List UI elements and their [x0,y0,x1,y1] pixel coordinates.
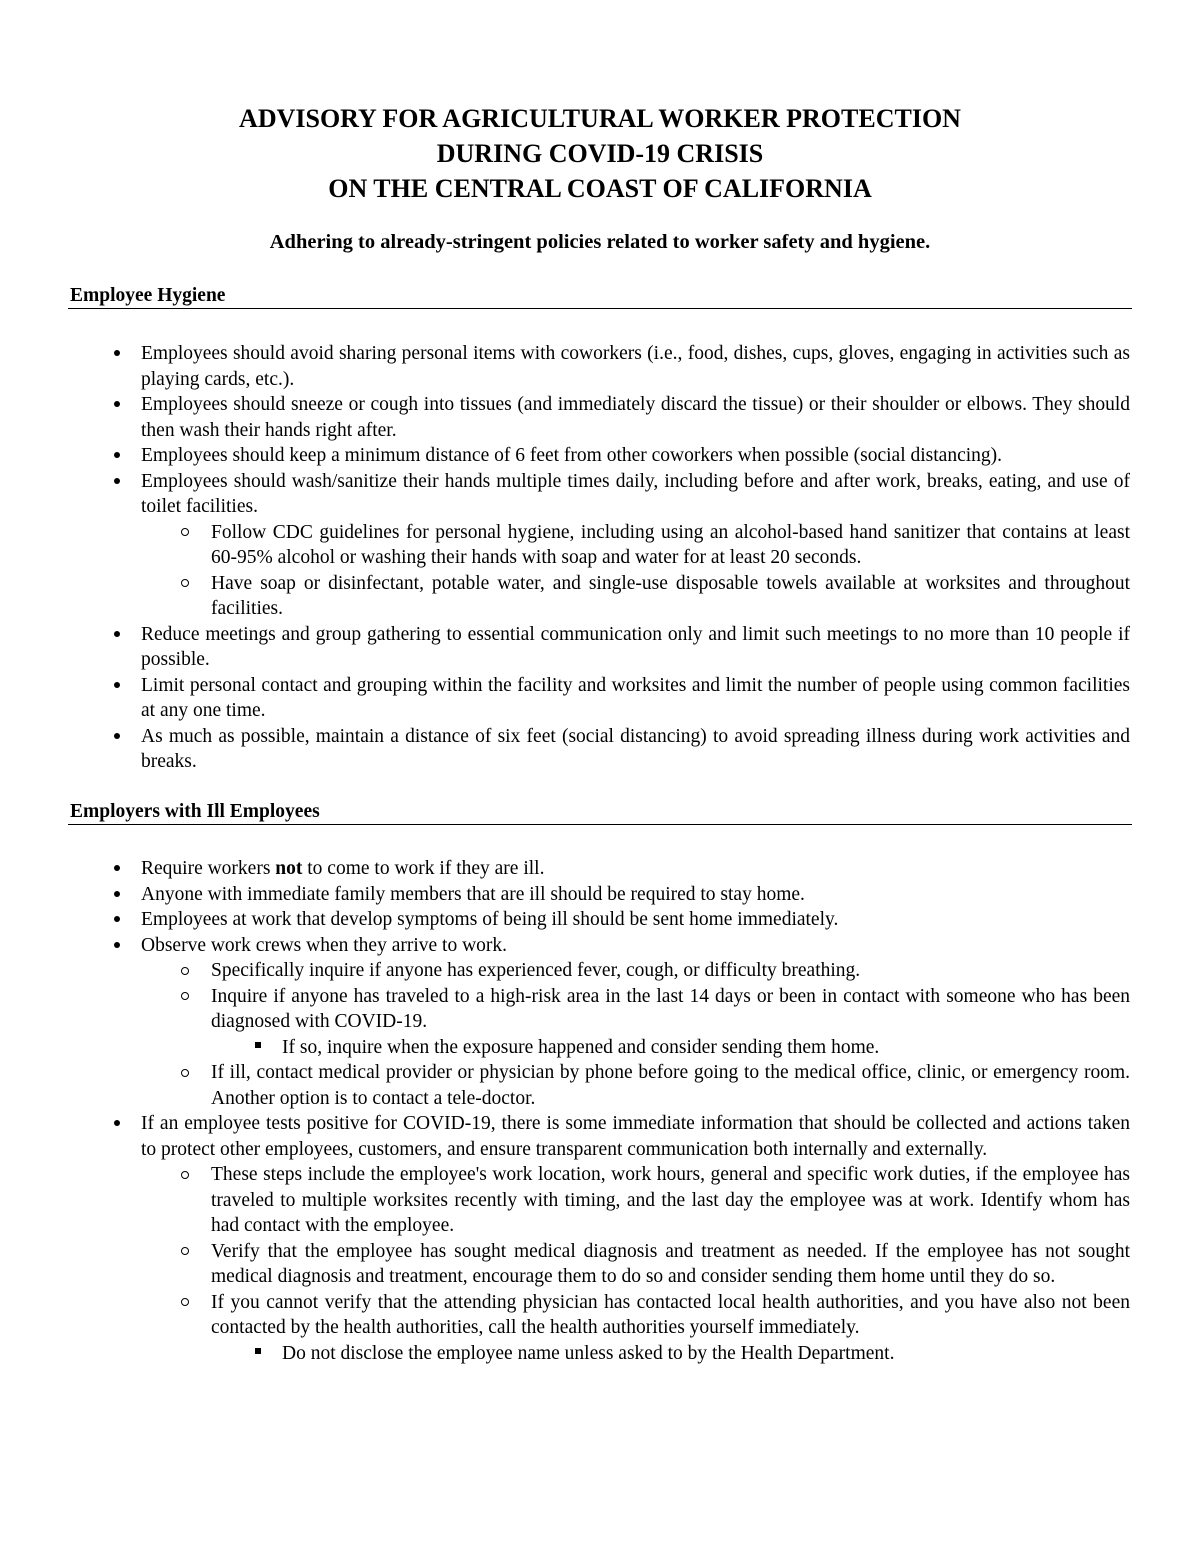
list-item: If an employee tests positive for COVID-19, there is some immediate information that should be collected and actions taken to protect other employees, customers, and ensure transparent communication both internally and externally. [141,1111,1130,1162]
title-line-2: DURING COVID-19 CRISIS [436,139,764,168]
ill-employees-list [0,856,1200,1366]
bullet-icon [107,392,127,418]
list-item: These steps include the employee's work location, work hours, general and specific work duties, if the employee has traveled to multiple worksites recently with timing, and the last day the employee was at work. Identify whom has had contact with the employee. [211,1162,1130,1239]
list-item: Anyone with immediate family members that are ill should be required to stay home. [141,882,1130,908]
document-subtitle: Adhering to already-stringent policies related to worker safety and hygiene. [269,231,931,253]
bullet-icon [107,341,127,367]
bullet-icon [107,622,127,648]
square-bullet-icon [248,1035,268,1061]
bullet-icon [107,443,127,469]
circle-bullet-icon [175,1060,195,1086]
bullet-icon [107,724,127,750]
list-item: Inquire if anyone has traveled to a high-risk area in the last 14 days or been in contact with someone who has been diagnosed with COVID-19. [211,984,1130,1035]
square-bullet-icon [248,1341,268,1367]
emphasis-text: not [275,858,303,879]
list-item: If so, inquire when the exposure happened and consider sending them home. [282,1035,1130,1061]
section-heading-ill-employees: Employers with Ill Employees [68,800,1132,825]
list-item: Observe work crews when they arrive to work. [141,933,1130,959]
list-item: If ill, contact medical provider or physician by phone before going to the medical office, clinic, or emergency room. Another option is to contact a tele-doctor. [211,1060,1130,1111]
bullet-icon [107,907,127,933]
circle-bullet-icon [175,958,195,984]
bullet-icon [107,933,127,959]
employee-hygiene-list [0,341,1200,775]
circle-bullet-icon [175,1239,195,1265]
bullet-icon [107,882,127,908]
list-item: Employees should wash/sanitize their hands multiple times daily, including before and after work, breaks, eating, and use of toilet facilities. [141,469,1130,520]
circle-bullet-icon [175,571,195,597]
document-title [0,101,1200,206]
list-item: As much as possible, maintain a distance of six feet (social distancing) to avoid spreading illness during work activities and breaks. [141,724,1130,775]
list-item: Require workers not to come to work if they are ill. [141,856,1130,882]
list-item: Employees should avoid sharing personal items with coworkers (i.e., food, dishes, cups, gloves, engaging in activities such as playing cards, etc.). [141,341,1130,392]
list-item: Limit personal contact and grouping within the facility and worksites and limit the number of people using common facilities at any one time. [141,673,1130,724]
list-item: Do not disclose the employee name unless asked to by the Health Department. [282,1341,1130,1367]
section-heading-employee-hygiene: Employee Hygiene [68,284,1132,309]
circle-bullet-icon [175,984,195,1010]
bullet-icon [107,1111,127,1137]
circle-bullet-icon [175,1162,195,1188]
title-line-3: ON THE CENTRAL COAST OF CALIFORNIA [328,174,872,203]
list-item: Employees should keep a minimum distance of 6 feet from other coworkers when possible (social distancing). [141,443,1130,469]
bullet-icon [107,469,127,495]
list-item: Employees should sneeze or cough into tissues (and immediately discard the tissue) or their shoulder or elbows. They should then wash their hands right after. [141,392,1130,443]
title-line-1: ADVISORY FOR AGRICULTURAL WORKER PROTECTION [239,104,961,133]
circle-bullet-icon [175,1290,195,1316]
list-item: Verify that the employee has sought medical diagnosis and treatment as needed. If the employee has not sought medical diagnosis and treatment, encourage them to do so and consider sending them home until they do so. [211,1239,1130,1290]
list-item: Employees at work that develop symptoms of being ill should be sent home immediately. [141,907,1130,933]
bullet-icon [107,856,127,882]
circle-bullet-icon [175,520,195,546]
list-item: Follow CDC guidelines for personal hygiene, including using an alcohol-based hand sanitizer that contains at least 60-95% alcohol or washing their hands with soap and water for at least 20 seconds. [211,520,1130,571]
list-item: Specifically inquire if anyone has experienced fever, cough, or difficulty breathing. [211,958,1130,984]
list-item: If you cannot verify that the attending physician has contacted local health authorities, and you have also not been contacted by the health authorities, call the health authorities yourself immediately. [211,1290,1130,1341]
list-item: Reduce meetings and group gathering to essential communication only and limit such meetings to no more than 10 people if possible. [141,622,1130,673]
list-item: Have soap or disinfectant, potable water, and single-use disposable towels available at worksites and throughout facilities. [211,571,1130,622]
bullet-icon [107,673,127,699]
